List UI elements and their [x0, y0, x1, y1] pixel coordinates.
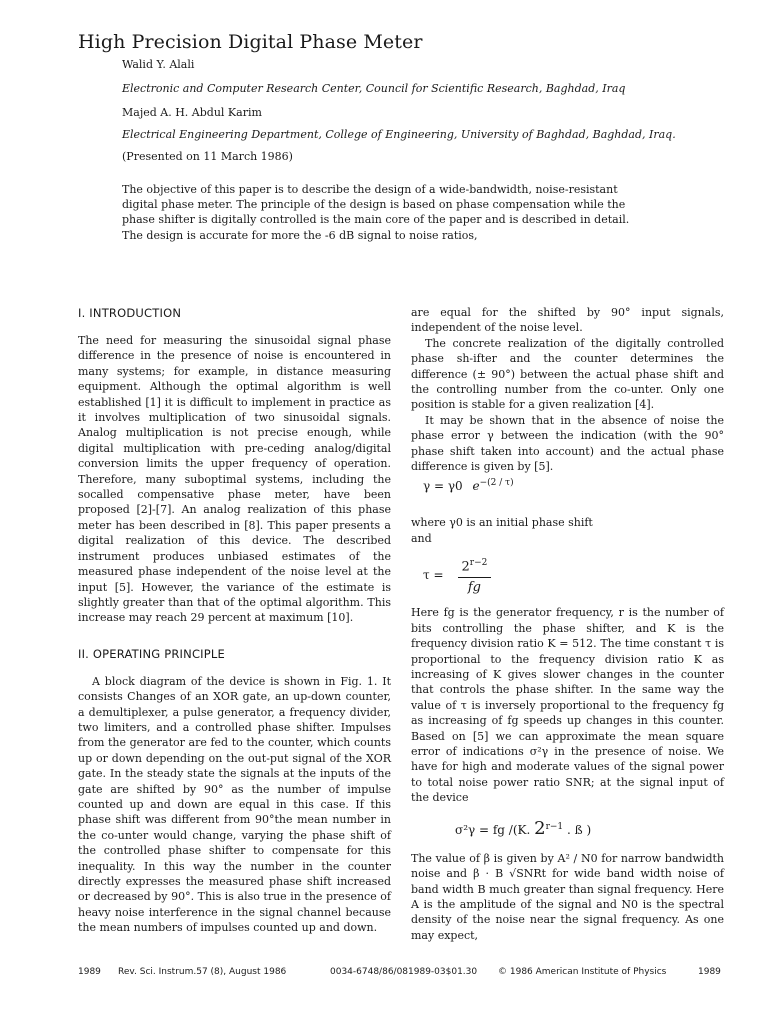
right-column — [411, 305, 724, 943]
right-paragraph-4: where γ0 is an initial phase shift and — [411, 516, 593, 545]
footer-copyright: © 1986 American Institute of Physics — [498, 967, 667, 977]
presented-date: (Presented on 11 March 1986) — [122, 150, 293, 163]
author-2-name: Majed A. H. Abdul Karim — [122, 106, 262, 119]
left-column — [78, 305, 391, 936]
equation-mse-base: 2 — [534, 817, 546, 839]
operating-principle-text: A block diagram of the device is shown in Fig. 1. It consists Changes of an XOR gate, an up-down counter, a demultiplexer, a pulse generator, a frequency divider, two limiters, and a controlled phase shifter. Impulses from the generator are fed to the counter, which counts up or down depending on the out-put signal of the XOR gate. In the steady state the signals at the inputs of the gate are shifted by 90° as the number of impulse counted up and down are equal in this case. If this phase shift was different from 90°the mean number in the co-unter would change, varying the phase shift of the controlled phase shifter to compensate for this inequality. In this way the number in the counter directly expresses the measured phase shift increased or decreased by 90°. This is also true in the presence of heavy noise interference in the signal channel because the mean numbers of impulses counted up and down. — [78, 674, 391, 935]
section-heading-introduction: I. INTRODUCTION — [78, 306, 182, 320]
footer-journal: Rev. Sci. Instrum.57 (8), August 1986 — [118, 967, 287, 977]
author-1-name: Walid Y. Alali — [122, 58, 195, 71]
right-paragraph-6: The value of β is given by A² / N0 for narrow bandwidth noise and β · B √SNRt for wide band width noise of band width B much greater than signal frequency. Here A is the amplitude of the signal and N0 is the spectral density of the noise near the signal frequency. As one may expect, — [411, 851, 724, 942]
footer-page-number-left: 1989 — [78, 967, 101, 977]
equation-time-constant-numerator: $2^{r-2}$ — [458, 556, 492, 578]
author-2-affiliation: Electrical Engineering Department, College of Engineering, University of Baghdad, Baghdad, Iraq. — [122, 128, 676, 141]
right-paragraph-5: Here fg is the generator frequency, r is the number of bits controlling the phase shifter, and K is the frequency division ratio K = 512. The time constant τ is proportional to the frequency division ratio K as increasing of K gives slower changes in the counter that controls the phase shifter. In the same way the value of τ is inversely proportional to the frequency fg as increasing of fg speeds up changes in this counter. Based on [5] we can approximate the mean square error of indications σ²γ in the presence of noise. We have for high and moderate values of the signal power to total noise power ratio SNR; at the signal input of the device — [411, 606, 724, 805]
equation-mse-exponent: r−1 — [545, 821, 564, 832]
right-paragraph-2: The concrete realization of the digitally controlled phase sh-ifter and the counter determines the difference (± 90°) between the actual phase shift and the controlling number from the co-unter. Only one position is stable for a given realization [4]. — [411, 336, 724, 412]
footer-code: 0034-6748/86/081989-03$01.30 — [330, 967, 478, 977]
introduction-text: The need for measuring the sinusoidal signal phase difference in the presence of noise is encountered in many systems; for example, in distance measuring equipment. Although the optimal algorithm is well established [1] it is difficult to implement in practice as it involves multiplication of two sinusoidal signals. Analog multiplication is not precise enough, while digital multiplication with pre-ceding analog/digital conversion limits the upper frequency of operation. Therefore, many suboptimal systems, including the socalled compensative phase meter, have been proposed [2]-[7]. An analog realization of this phase meter has been described in [8]. This paper presents a digital realization of this device. The described instrument produces unbiased estimates of the measured phase independent of the noise level at the input [5]. However, the variance of the estimate is slightly greater than that of the optimal algorithm. This increase may reach 29 percent at maximum [10]. — [78, 334, 391, 625]
equation-phase-error-base: e — [472, 479, 480, 494]
equation-mse-lhs: σ²γ = fg /(K. — [455, 822, 531, 837]
footer-page-number-right: 1989 — [698, 967, 721, 977]
equation-phase-error-exponent: −(2 / τ) — [479, 478, 514, 489]
equation-mse-tail: . ß ) — [567, 822, 592, 837]
equation-mean-square-error — [455, 818, 724, 839]
equation-phase-error — [423, 474, 724, 495]
right-paragraph-1: are equal for the shifted by 90° input signals, independent of the noise level. — [411, 306, 724, 335]
page-footer — [78, 966, 726, 978]
equation-time-constant — [423, 556, 724, 595]
equation-phase-error-lhs: γ = γ0 — [423, 479, 463, 494]
section-heading-operating-principle: II. OPERATING PRINCIPLE — [78, 646, 225, 661]
author-1-affiliation: Electronic and Computer Research Center, Council for Scientific Research, Baghdad, Iraq — [122, 82, 626, 95]
equation-time-constant-denominator: fg — [467, 580, 482, 596]
right-paragraph-3: It may be shown that in the absence of noise the phase error γ between the indication (with the 90° phase shift taken into account) and the actual phase difference is given by [5]. — [411, 413, 724, 474]
abstract: The objective of this paper is to describe the design of a wide-bandwidth, noise-resistant digital phase meter. The principle of the design is based on phase compensation while the phase shifter is digitally controlled is the main core of the paper and is described in detail. The design is accurate for more the -6 dB signal to noise ratios, — [122, 183, 630, 242]
equation-time-constant-lhs: τ = — [423, 568, 444, 583]
paper-title: High Precision Digital Phase Meter — [78, 31, 423, 53]
